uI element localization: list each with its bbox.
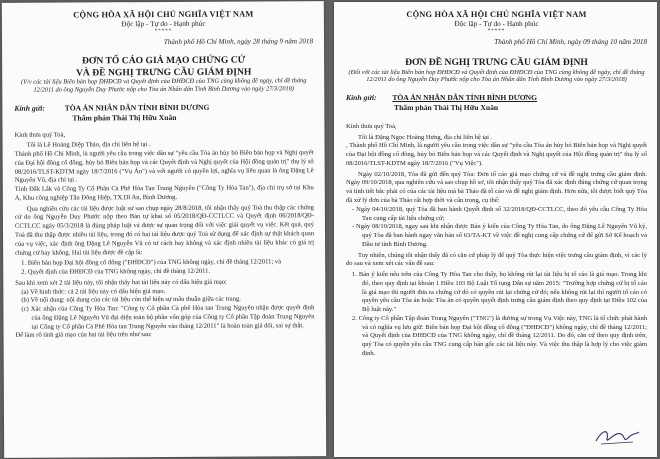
list-item: 1. Biên bản họp Đại hội đồng cổ đông ("ĐHĐCĐ") của TNG không ngày, chỉ đề tháng 12/2011; và bbox=[21, 258, 282, 268]
recipient-court: TÒA ÁN NHÂN DÂN TỈNH BÌNH DƯƠNG bbox=[392, 93, 538, 103]
document-title-line2: VÀ ĐỀ NGHỊ TRƯNG CẦU GIÁM ĐỊNH bbox=[75, 66, 252, 78]
paragraph: Qua nghiên cứu các tài liệu được luật sư sao chụp ngày 28/8/2018, tôi nhận thấy quý Toà thu thập các chứng cứ do ông Nguyễn Duy Phước nộp theo Bản tự khai số 05/2018/QĐ-CCTLCC và Quyết định 06/2018/QĐ-CCTLCC ngày 05/3/2018 là đúng pháp luật và được sự quan trọng đối với việc giải quyết vụ việc. Kết quả, quý Toà đã thu thập được nhiều tài liệu, trong đó có hai tài liệu được quý Toà sử dụng để xác định sự thật khách quan của vụ việc, xác định ông Đặng Lê Nguyễn Vũ có tư cách hay không và xác định nhiều tài liệu khác có giá trị chứng cứ hay không. Hai tài liệu được đề cập là: bbox=[14, 203, 315, 257]
paragraph: Để làm rõ tính giả mạo của hai tài liệu trên như sau: bbox=[15, 331, 152, 340]
nation-header: CỘNG HÒA XÃ HỘI CHỦ NGHĨA VIỆT NAM bbox=[406, 10, 587, 19]
list-item: 1. Bản ý kiến nêu trên của Công Ty Hòa Tan cho thấy, họ không rút lại tài liệu bị tố cáo là giả mạo. Trong khi đó, theo quy định tại khoản 1 Điều 103 Bộ Luật Tố tụng Dân sự năm 2015: "Trường hợp chứng cứ bị tố cáo là giả mạo thì người đưa ra chứng cứ đó có quyền rút lại chứng cứ đó; nếu không rút lại thì người tố cáo có quyền yêu cầu Tòa án hoặc Tòa án có quyền quyết định trưng cầu giám định theo quy định tại Điều 102 của Bộ luật này." bbox=[352, 271, 647, 314]
stars-divider: ***** bbox=[154, 28, 173, 34]
paragraph: Tỉnh Đắk Lắk và Công Ty Cổ Phần Cà Phê Hòa Tan Trung Nguyên ("Công Ty Hòa Tan"), địa chỉ trụ sở tại Khu A, Khu công nghiệp Tân Đông Hiệp, TX.Dĩ An, Bình Dương. bbox=[14, 184, 314, 202]
paragraph: Tuy nhiên, chúng tôi nhận thấy đã có căn cứ pháp lý để quý Tòa thực hiện việc trưng cầu giám định, vì các lý do sau và xem xét các vấn đề sau: bbox=[346, 251, 647, 268]
document-subtitle: (Đối với các tài liệu Biên bản họp ĐHĐCĐ và Quyết định của ĐHĐCĐ của TNG cùng không đề ngày, chỉ đề tháng 12/2011 do ông Nguyễn Duy Phước nộp cho Tòa án Nhân dân Tỉnh Bình Dương vào ngày 27/3/2018) bbox=[348, 68, 645, 84]
recipient-label: Kính gửi: bbox=[346, 93, 377, 103]
paragraph: Tôi là Lê Hoàng Diệp Thảo, địa chỉ liên hệ tại . bbox=[26, 141, 151, 150]
document-title: ĐƠN ĐỀ NGHỊ TRƯNG CẦU GIÁM ĐỊNH bbox=[405, 56, 588, 68]
recipient-judge: Thẩm phán Thái Thị Hữu Xuân bbox=[394, 103, 499, 113]
stars-divider: ***** bbox=[487, 28, 506, 34]
document-date: Thành phố Hồ Chí Minh, ngày 28 tháng 9 năm 2018 bbox=[163, 37, 314, 47]
recipient-label: Kính gửi: bbox=[14, 103, 45, 113]
paragraph: Thành phố Hồ Chí Minh, là người yêu cầu trong việc dân sự "yêu cầu Tòa án hủy bỏ Biên bản họp và Nghị quyết của Đại hội đồng cổ đông, hủy bỏ Biên bản họp và các Quyết định và Nghị quyết của Hội đồng quản trị" thụ lý số 08/2016/TLST-KDTM ngày 18/7/2016 ("Vụ Án") và với người có quyền lợi, nghĩa vụ liên quan là ông Đặng Lê Nguyên Vũ, địa chỉ tại . bbox=[14, 149, 314, 185]
paragraph: , Thành phố Hồ Chí Minh, là người yêu cầu trong việc dân sự "yêu cầu Tòa án hủy bỏ Biên bản họp và Nghị quyết của Đại hội đồng cổ đông, hủy bỏ Biên bản họp và các Quyết định và Nghị quyết của Hội đồng quản trị" thụ lý số 08/2016/TLST-KDTM ngày 18/7/2016 ("Vụ Việc"). bbox=[346, 142, 647, 167]
recipient-judge: Thẩm phán Thái Thị Hữu Xuân bbox=[72, 112, 177, 123]
list-item: 2. Công ty Cổ phần Tập đoàn Trung Nguyên ("TNG") là đương sự trong Vụ Việc này, TNG là tổ chức phát hành và có nghĩa vụ lưu giữ: Biên bản họp Đại hội đồng cổ đông ("ĐHĐCĐ") không ngày, chỉ đề tháng 12/2011; và Quyết định của ĐHĐCĐ của TNG không ngày, chỉ đề tháng 12/2011. Do đó, căn cứ theo quy định trên, quý Tòa có quyền yêu cầu TNG cung cấp bản gốc các tài liệu này. Và việc thu thập là hợp lý cho việc giám định. bbox=[352, 314, 647, 358]
paragraph: Sau khi xem xét 2 tài liệu này, tôi nhận thấy hai tài liệu này có dấu hiệu giả mạo: bbox=[15, 278, 227, 287]
document-subtitle: (V/v các tài liệu Biên bản họp ĐHĐCĐ và Quyết định của ĐHĐCĐ của TNG cùng không đề ngày, chỉ đề tháng 12/2011 do ông Nguyễn Duy Phước nộp cho Tòa án Nhân dân Tỉnh Bình Dương vào ngày 27/3/2018) bbox=[21, 77, 307, 94]
document-title: ĐƠN TỐ CÁO GIẢ MẠO CHỨNG CỨ bbox=[81, 54, 246, 67]
greeting: Kính thưa quý Toà, bbox=[346, 122, 397, 130]
recipient-block bbox=[346, 93, 647, 103]
list-item: - Ngày 08/10/2018, ngay sau khi nhận được Bản ý kiến của Công Ty Hòa Tan, do ông Đặng Lê Nguyên Vũ ký, quý Tòa đã ban hành ngay văn bản số 63/TA-KT về việc đề nghị cung cấp chứng cứ để gửi Sở Kế hoạch và Đầu tư tỉnh Bình Dương. bbox=[352, 223, 647, 248]
list-item: 2. Quyết định của ĐHĐCĐ của TNG không ngày, chỉ đề tháng 12/2011. bbox=[21, 267, 211, 276]
nation-header: CỘNG HÒA XÃ HỘI CHỦ NGHĨA VIỆT NAM bbox=[73, 9, 254, 20]
list-item: (a) Về hình thức: cả 2 tài liệu này có dấu hiệu giả mạo. bbox=[21, 287, 166, 296]
list-item: (c) Xác nhận của Công Ty Hòa Tan: "Công ty Cổ phần Cà phê Hòa tan Trung Nguyên nhận được quyết định của ông Đặng Lê Nguyên Vũ đại diện toàn bộ phần vốn góp của Công ty Cổ phần Tập đoàn Trung Nguyên tại Công ty Cổ phần Cà Phê Hòa tan Trung Nguyên vào tháng 12/2011" là hoàn toàn giả dối, sai sự thật. bbox=[21, 304, 315, 331]
list-item: (b) Về nội dung: nội dung của các tài liệu còn thể hiện sự mâu thuẫn giữa các trang. bbox=[21, 295, 241, 305]
motto: Độc lập - Tự do - Hạnh phúc bbox=[454, 19, 539, 29]
greeting: Kính thưa quý Toà, bbox=[14, 131, 66, 139]
motto: Độc lập - Tự do - Hạnh phúc bbox=[121, 18, 206, 29]
list-item: - Ngày 04/10/2018, quý Tòa đã ban hành Quyết định số 32/2018/QĐ-CCTLCC, theo đó yêu cầu Công Ty Hòa Tan cung cấp tài liệu chứng cứ; bbox=[352, 205, 647, 222]
paragraph: Tôi là Đặng Ngọc Hoàng Hưng, địa chỉ liên hệ tại . bbox=[358, 133, 493, 141]
document-page-left bbox=[2, 1, 326, 458]
paragraph: Ngày 02/10/2018, Tòa đã gửi đến quý Tòa: Đơn tố cáo giả mạo chứng cứ và đề nghị trưng cầu giám định. Ngày 09/10/2018, qua nghiên cứu và sao chụp hồ sơ, tôi nhận thấy quý Tòa đã xác định đúng chứng cứ quan trọng và tình tiết bắc phải có của các tài liệu mà bà Thảo đã tố cáo và đề nghị giám định. Hơn nữa, tôi được biết quý Tòa đã xử lý đơn của bà Thảo rất hợp thời và cẩn trọng, cụ thể: bbox=[346, 170, 647, 204]
signature-mark bbox=[593, 425, 641, 447]
document-date: Thành phố Hồ Chí Minh, ngày 09 tháng 10 năm 2018 bbox=[494, 38, 647, 47]
recipient-court: TÒA ÁN NHÂN DÂN TỈNH BÌNH DƯƠNG bbox=[64, 102, 210, 113]
document-page-right bbox=[334, 2, 657, 457]
